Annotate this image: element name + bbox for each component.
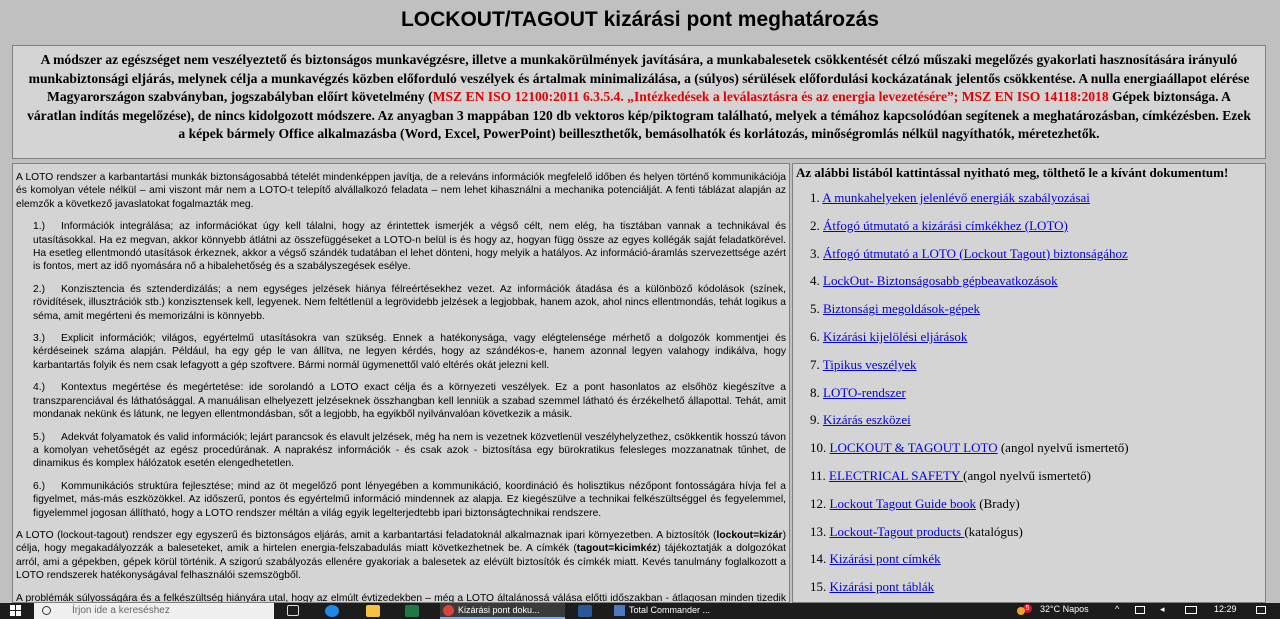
title-bar [0,0,1280,42]
document-link[interactable]: Kizárási pont táblák [829,579,935,595]
windows-start-icon[interactable] [10,605,22,617]
weather-text[interactable]: 32°C Napos [1040,604,1089,614]
document-item: 2. Átfogó útmutató a kizárási címkékhez (LOTO) [810,217,1068,233]
taskbar-app-chrome[interactable]: Kizárási pont doku... [440,603,565,619]
recommendation-item: 3.) Explicit információk; világos, egyértelmű utasításokra van szükség. Ennek a hatékonysága, vagy elégtelensége mérhető a dolgozók kommentjei és kérdéseinek száma alapján. Például, ha egy gép le van állítva, ne legyen kérdés, hogy az szándékos-e, hanem azonnal legyen valahogy indikálva, hogy karbantartás folyik és nem csak lefagyott a gép szoftvere. Bármi normál ügymenettől való eltérés okát jelezni kell. [33,333,786,371]
standard-iso-14118: MSZ EN ISO 14118:2018 [961,89,1109,104]
document-item: 11. ELECTRICAL SAFETY (angol nyelvű ismertető) [810,467,1091,483]
document-link[interactable]: Tipikus veszélyek [822,356,917,372]
document-link[interactable]: Lockout-Tagout products [829,523,965,539]
tray-chevron-icon[interactable]: ^ [1115,604,1120,614]
document-link[interactable]: Kizárási pont címkék [829,551,941,567]
article-panel[interactable] [12,163,790,603]
document-list-header: Az alábbi listából kattintással nyitható meg, tölthető le a kívánt dokumentum! [796,165,1229,180]
taskbar-app-total-commander[interactable]: Total Commander ... [612,603,726,619]
recommendation-item: 6.) Kommunikációs struktúra fejlesztése; mind az öt megelőző pont lényegében a kommunikáció, koordináció és holisztikus nézőpont fontosságára hívja fel a figyelmet, más-más eszközökkel. Az időszerű, pontos és egyértelmű információ mindennek az alapja. Ez kiegészülve a technikai felkészültséggel és fegyelemmel, figyelemmel jogosan állítható, hogy a LOTO rendszer méltán a világ egyik legelterjedtebb ipari biztonságtechnikai rendszere. [33,480,786,519]
document-link[interactable]: LOCKOUT & TAGOUT LOTO [829,440,998,456]
task-view-icon[interactable] [287,605,299,616]
standard-iso-12100: MSZ EN ISO 12100:2011 6.3.5.4. „Intézkedések a leválasztásra és az energia levezetésére”; [432,89,959,104]
recommendation-list [16,220,786,520]
volume-icon[interactable]: ◂ [1160,604,1165,614]
document-item: 5. Biztonsági megoldások-gépek [810,301,981,317]
document-item: 13. Lockout-Tagout products (katalógus) [810,523,1023,539]
intro-text-2: Gépek biztonsága. A váratlan indítás megelőzése), de nincs kidolgozott módszere. Az anyagban 3 mappában 120 db vektoros kép/piktogram található, melyek a témához kapcsolódóan segítenek a meghatározásban, címkézésben. Ezek a képek bármely Office alkalmazásba (Word, Excel, PowerPoint) beilleszthetők, bemásolhatók és korlátozás, minőségromlás nélkül nagyíthatók, méretezhetők. [27,89,1251,141]
recommendation-item: 1.) Információk integrálása; az információkat úgy kell tálalni, hogy az érintettek ismerjék a végső célt, nem elég, ha tisztában vannak a technikával és utasításokkal. Ha ez megvan, akkor könnyebb átlátni az összefüggéseket a LOTO-n belül is és hogy az, hogyan függ össze az egyes kollégák saját feladatkörével. Ha esetleg ellentmondó utasítások érkeznek, akkor a végső szándék tudatában el lehet dönteni, hogy melyik a hatályos. Az információ-áramlás szervezettsége azért is fontos, mert az idő nyomására nő a hibalehetőség és a szabályszegések esélye. [33,221,786,273]
word-icon[interactable] [578,605,592,617]
article-paragraph-1: A LOTO rendszer a karbantartási munkák biztonságosabbá tételét mindenképpen javítja, de a releváns információk megfelelő időben és helyen történő kommunikációja és komolyan vétele nélkül – ami viszont már nem a LOTO-t telepítő alvállalkozó feladata – nem lehet kihasználni a mechanika potenciálját. A fenti táblázat alapján az elemzők a következő javaslatokat fogalmazták meg. [16,172,786,210]
notification-badge: 5 [1023,604,1032,613]
article-paragraph-3: A problémák súlyosságára és a felkészültség hiányára utal, hogy az elmúlt évtizedekben – még a LOTO általánossá válása előtti időszakban - átlagosan minden tizedik [16,592,786,603]
document-item: 6. Kizárási kijelölési eljárások [810,328,968,344]
document-link[interactable]: LOTO-rendszer [823,384,906,400]
document-item: 7. Tipikus veszélyek [810,356,917,372]
document-link[interactable]: A munkahelyeken jelenlévő energiák szabályozásai [822,190,1090,205]
taskbar-search-input[interactable] [34,603,274,619]
document-list-panel [792,163,1266,603]
clock[interactable]: 12:29 [1214,604,1237,614]
recommendation-item: 4.) Kontextus megértése és megértetése: ide sorolandó a LOTO exact célja és a környezeti veszélyek. Ez a pont hasonlatos az elsőhöz kiegészítve a transzparenciával és láthatósággal. A manuálisan elhelyezett jelzéseknek összhangban kell lenniük a szabad szemmel látható és érzékelhető állapottal. Tehát, amit mondanak nekünk és látunk, ne legyen ellentmondásban, sőt a legjobb, ha egyikből nyilvánvalóan következik a másik. [33,382,786,421]
document-link[interactable]: LockOut- Biztonságosabb gépbeavatkozások [823,273,1058,289]
document-link[interactable]: Átfogó útmutató a LOTO (Lockout Tagout) biztonságához [823,245,1128,261]
document-link[interactable]: Átfogó útmutató a kizárási címkékhez (LOTO) [823,217,1068,233]
notifications-icon[interactable] [1256,606,1266,614]
document-item: 3. Átfogó útmutató a LOTO (Lockout Tagout) biztonságához [810,245,1128,261]
page-title: LOCKOUT/TAGOUT kizárási pont meghatározás [400,8,879,31]
recommendation-item: 5.) Adekvát folyamatok és valid információk; lejárt parancsok és elavult jelzések, még ha nem is vezetnek közvetlenül veszélyhelyzethez, csökkentik hosszú távon a komolyan vehetőségét az egész procedúrának. A naprakész információk - és csak azok - biztosítása egy bürokratikus felesleges mozzanatnak tűnhet, de dinamikus és komplex hálózatok esetén elengedhetetlen. [33,431,786,470]
intro-text-1: A módszer az egészséget nem veszélyeztető és biztonságos munkavégzésre, illetve a munkakörülmények javítására, a munkabalesetek csökkentését célzó műszaki megelőzés gyakorlati hasznosítására irányuló munkabiztonsági eljárás, melynek célja a munkavégzés közben előforduló veszélyek és ártalmak minimalizálása, a (súlyos) sérülések előfordulási kockázatának jelentős csökkentése. A nulla energiaállapot elérése Magyarországon szabványban, jogszabályban előírt követelmény ( [28,52,1250,104]
excel-icon[interactable] [405,605,419,617]
document-item: 14. Kizárási pont címkék [810,551,941,567]
network-icon[interactable] [1135,606,1145,614]
chrome-icon [443,605,454,616]
document-link[interactable]: ELECTRICAL SAFETY [829,467,964,483]
floppy-icon [614,605,625,616]
document-item: 10. LOCKOUT & TAGOUT LOTO (angol nyelvű ismertető) [810,440,1129,456]
document-link[interactable]: Lockout Tagout Guide book [829,495,977,511]
document-link[interactable]: Kizárási kijelölési eljárások [823,328,968,344]
folder-icon[interactable] [366,605,380,617]
document-item: 9. Kizárás eszközei [810,412,911,428]
document-item: 8. LOTO-rendszer [810,384,906,400]
document-item: 15. Kizárási pont táblák [810,579,935,595]
language-indicator[interactable] [1185,606,1197,614]
intro-box [12,45,1266,159]
article-paragraph-2: A LOTO (lockout-tagout) rendszer egy egyszerű és biztonságos eljárás, amit a karbantartási feladatoknál alkalmaznak ipari környezetben. A biztosítók (lockout=kizár) célja, hogy megakadályozzák a baleseteket, amik a hirtelen energia-felszabadulás miatt következhetnek be. A címkék (tagout=kicimkéz) tájékoztatják a dolgozókat arról, ami a gépekben, gépek körül történik. A szigorú szabályozás ellenére gyakoriak a balesetek az elévült biztosítók és címkék miatt. Kevés tanulmány foglalkozott a LOTO rendszerek hatékonyságával felhasználói szemszögből. [16,529,787,582]
document-link[interactable]: Biztonsági megoldások-gépek [823,301,981,317]
document-item: 1. A munkahelyeken jelenlévő energiák szabályozásai [810,190,1090,205]
document-item: 4. LockOut- Biztonságosabb gépbeavatkozások [810,273,1058,289]
search-placeholder: Írjon ide a kereséshez [72,605,170,616]
taskbar [0,603,1280,619]
document-link[interactable]: Kizárás eszközei [823,412,911,428]
document-item: 12. Lockout Tagout Guide book (Brady) [810,495,1020,511]
search-icon [42,606,51,615]
document-list [796,191,1262,603]
weather-icon[interactable] [1017,607,1025,615]
edge-icon[interactable] [325,605,339,617]
recommendation-item: 2.) Konzisztencia és sztenderdizálás; a nem egységes jelzések hiánya félreértésekhez vezet. Az információk átadása és a különböző kódolások (színek, rövidítések, illusztrációk stb.) konzisztensek kell, legyenek. Nem feltétlenül a legrövidebb jelzések a legjobbak, hanem azok, ahol nincs ellentmondás, tehát logikus a séma, amit megérteni és memorizálni is könnyebb. [33,283,786,322]
